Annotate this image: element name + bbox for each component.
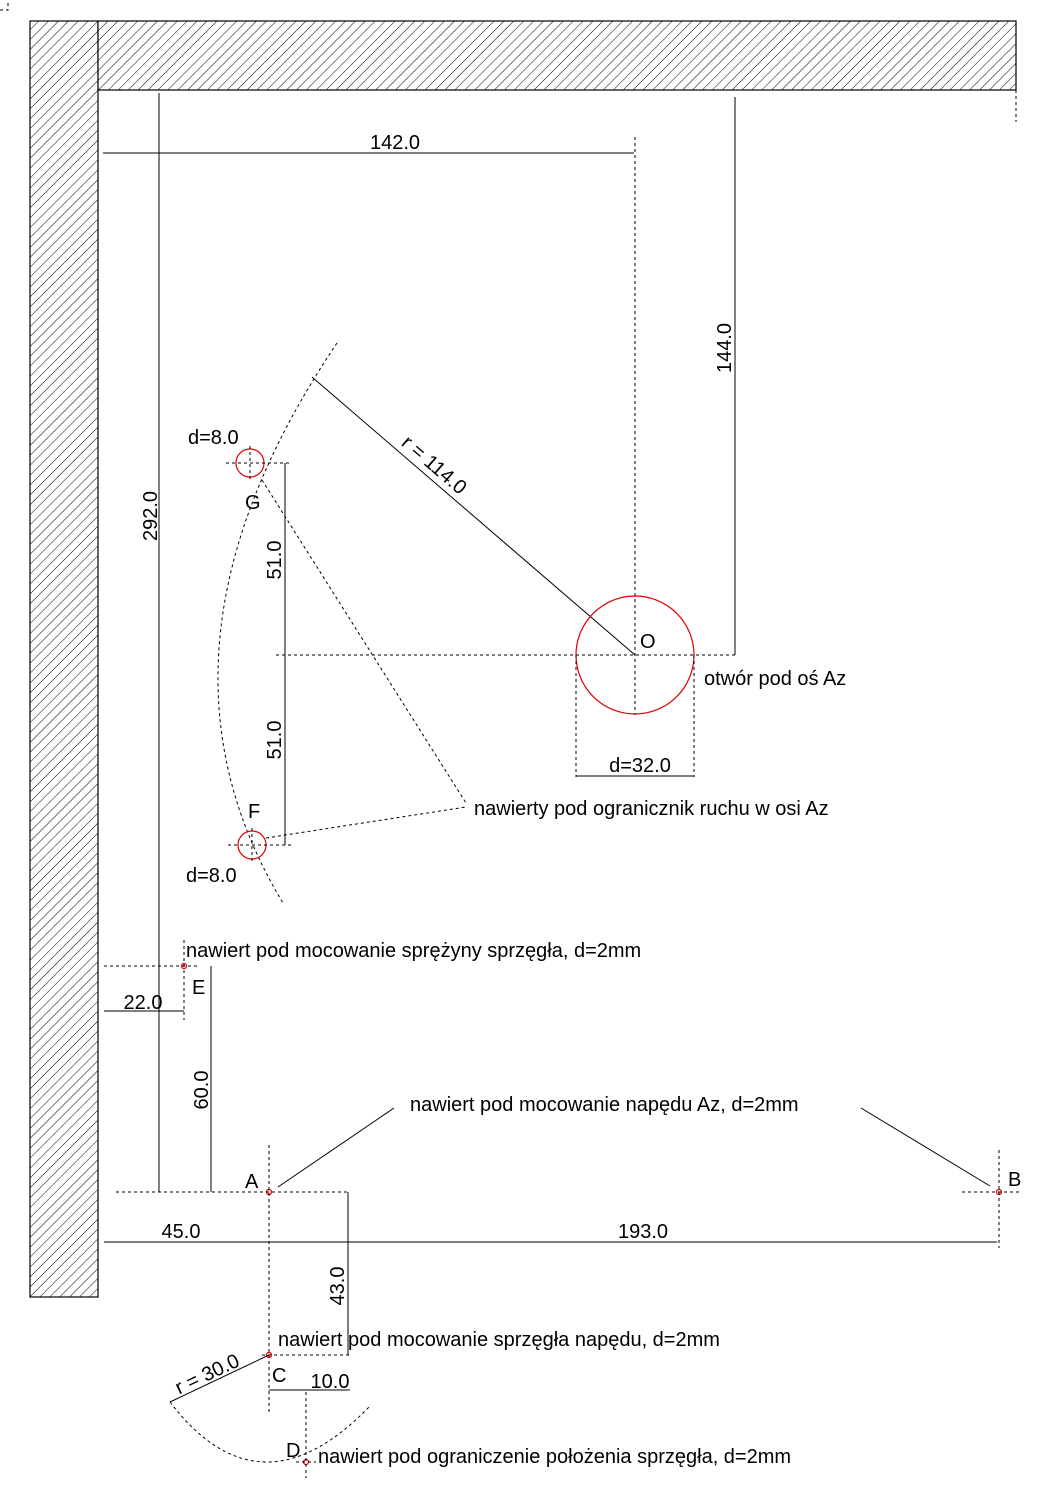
radius-114-label: r = 114.0 [397, 431, 471, 500]
point-g-label: G [245, 492, 261, 514]
hole-g-diameter-label: d=8.0 [188, 427, 239, 449]
point-d-label: D [286, 1440, 301, 1462]
dim-51-lower-label: 51.0 [264, 720, 286, 760]
dim-43-label: 43.0 [327, 1266, 349, 1306]
limiter-holes-label: nawierty pod ogranicznik ruchu w osi Az [474, 798, 829, 820]
clutch-limit-label: nawiert pod ograniczenie położenia sprzęgła, d=2mm [318, 1446, 792, 1468]
axis-hole-label: otwór pod oś Az [704, 668, 847, 690]
left-wall [30, 21, 98, 1297]
dim-d32-label: d=32.0 [609, 755, 671, 777]
dim-45-label: 45.0 [161, 1221, 201, 1243]
dim-292-label: 292.0 [140, 490, 162, 542]
hole-f-diameter-label: d=8.0 [186, 865, 237, 887]
dim-144-label: 144.0 [714, 322, 736, 374]
corner-marker [0, 0, 8, 10]
point-a-label: A [245, 1171, 259, 1193]
point-e-label: E [192, 977, 206, 999]
radius-30-label: r = 30.0 [171, 1349, 244, 1400]
limiter-leader-f [266, 807, 466, 838]
dim-193-label: 193.0 [617, 1221, 669, 1243]
radius-114-line [312, 377, 635, 655]
point-c-label: C [272, 1365, 287, 1387]
drive-leader-b [861, 1108, 990, 1186]
dim-22-label: 22.0 [123, 992, 163, 1014]
dim-142-label: 142.0 [369, 132, 421, 154]
dim-10-label: 10.0 [310, 1371, 350, 1393]
limiter-leader-g [262, 480, 466, 803]
clutch-mount-label: nawiert pod mocowanie sprzęgła napędu, d=2mm [278, 1329, 720, 1351]
point-b-label: B [1008, 1169, 1022, 1191]
dim-51-upper-label: 51.0 [264, 540, 286, 580]
spring-mount-label: nawiert pod mocowanie sprężyny sprzęgła, d=2mm [186, 940, 642, 962]
drive-leader-a [278, 1108, 394, 1187]
drive-mount-label: nawiert pod mocowanie napędu Az, d=2mm [410, 1094, 799, 1116]
dim-60-label: 60.0 [191, 1070, 213, 1110]
top-wall [98, 21, 1016, 90]
point-f-label: F [248, 801, 261, 823]
point-o-label: O [640, 631, 656, 653]
